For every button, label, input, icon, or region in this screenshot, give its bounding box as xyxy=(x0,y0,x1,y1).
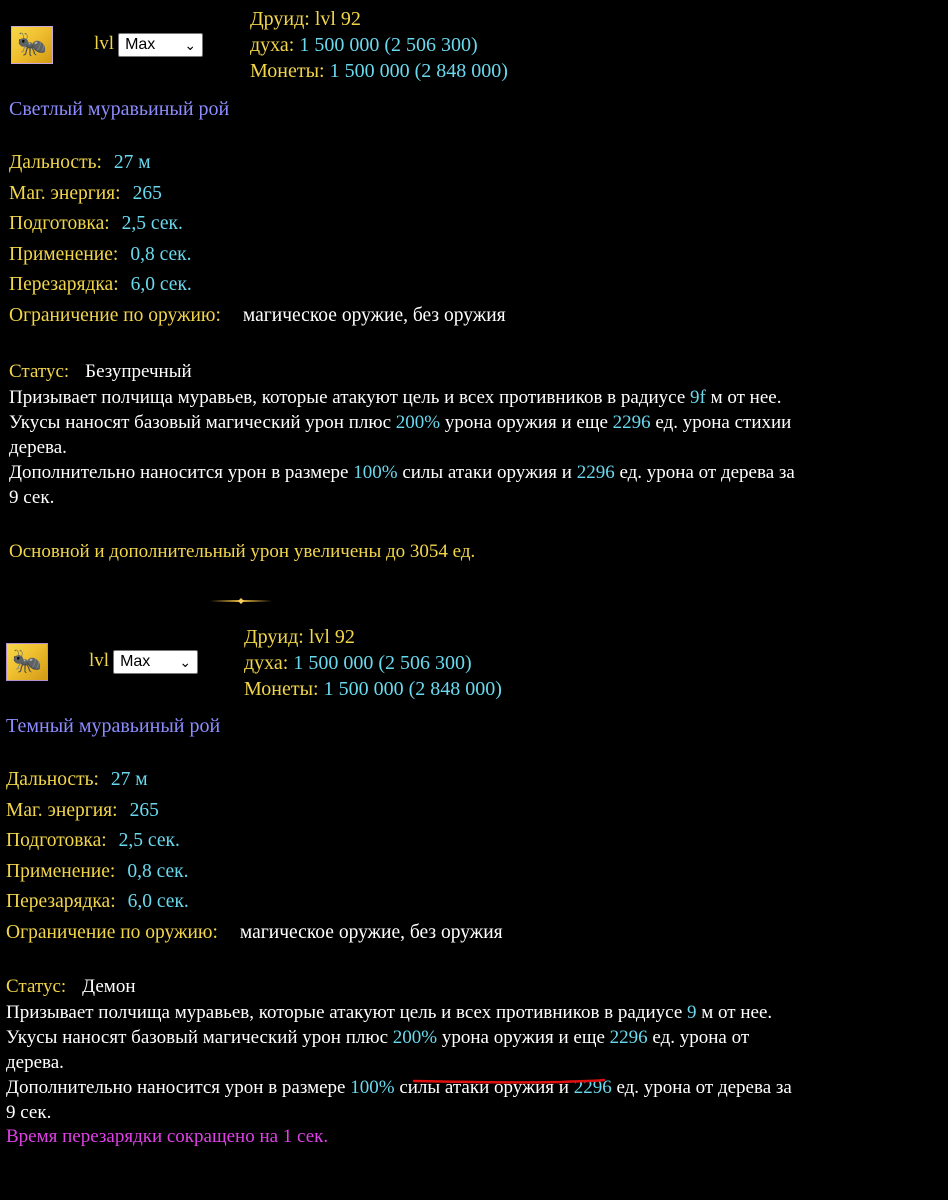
class-line: Друид: lvl 92 xyxy=(250,8,361,30)
desc-line: Призывает полчища муравьев, которые атакуют цель и всех противников в радиусе 9f м от нее. xyxy=(9,387,782,408)
stat-weapon: Ограничение по оружию: магическое оружие, без оружия xyxy=(9,304,506,326)
ant-swarm-icon: 🐜 xyxy=(11,26,53,64)
level-label: lvl xyxy=(94,33,115,55)
divider-ornament xyxy=(210,598,272,604)
desc-line: Укусы наносят базовый магический урон плюс 200% урона оружия и еще 2296 ед. урона стихии xyxy=(9,412,792,433)
desc-line: Призывает полчища муравьев, которые атакуют цель и всех противников в радиусе 9 м от нее. xyxy=(6,1002,773,1023)
level-select-value: Max xyxy=(125,36,156,53)
stat-cast: Подготовка: 2,5 сек. xyxy=(6,830,180,851)
desc-line: Дополнительно наносится урон в размере 100% силы атаки оружия и 2296 ед. урона от дерева за xyxy=(9,462,795,483)
stat-mana: Маг. энергия: 265 xyxy=(9,182,162,204)
skill-footer-note: Основной и дополнительный урон увеличены до 3054 ед. xyxy=(9,541,476,562)
cost-info xyxy=(244,624,502,702)
skill-status: Статус: Безупречный xyxy=(9,361,192,382)
desc-line: Дополнительно наносится урон в размере 100% силы атаки оружия и 2296 ед. урона от дерева за xyxy=(6,1077,792,1098)
desc-line: дерева. xyxy=(6,1052,64,1073)
desc-line: дерева. xyxy=(9,437,67,458)
skill-description xyxy=(6,1000,948,1125)
level-label: lvl xyxy=(89,650,110,672)
stat-mana: Маг. энергия: 265 xyxy=(6,799,159,821)
class-line: Друид: lvl 92 xyxy=(244,626,355,648)
level-control xyxy=(89,650,198,674)
level-select[interactable] xyxy=(113,650,198,674)
red-underline-annotation xyxy=(412,1076,608,1088)
ant-swarm-icon: 🐜 xyxy=(6,643,48,681)
coins-line: Монеты: 1 500 000 (2 848 000) xyxy=(250,60,508,82)
coins-line: Монеты: 1 500 000 (2 848 000) xyxy=(244,678,502,700)
stat-range: Дальность: 27 м xyxy=(9,152,151,173)
skill-description xyxy=(9,385,948,510)
stat-channel: Применение: 0,8 сек. xyxy=(9,243,192,265)
stat-weapon: Ограничение по оружию: магическое оружие, без оружия xyxy=(6,921,503,943)
desc-line: 9 сек. xyxy=(9,487,55,508)
chevron-down-icon: ⌄ xyxy=(184,37,197,53)
stat-cooldown: Перезарядка: 6,0 сек. xyxy=(6,891,189,912)
chevron-down-icon: ⌄ xyxy=(179,654,192,670)
skill-footer-note: Время перезарядки сокращено на 1 сек. xyxy=(6,1126,329,1147)
desc-line: 9 сек. xyxy=(6,1102,52,1123)
stat-cooldown: Перезарядка: 6,0 сек. xyxy=(9,274,192,295)
level-control xyxy=(94,33,203,57)
stat-cast: Подготовка: 2,5 сек. xyxy=(9,213,183,234)
level-select[interactable] xyxy=(118,33,203,57)
skill-stats xyxy=(6,765,503,948)
skill-name: Темный муравьиный рой xyxy=(6,715,221,737)
stat-channel: Применение: 0,8 сек. xyxy=(6,860,189,882)
skill-stats xyxy=(9,148,506,331)
level-select-value: Max xyxy=(120,653,151,670)
spirit-line: духа: 1 500 000 (2 506 300) xyxy=(250,34,478,56)
cost-info xyxy=(250,6,508,84)
skill-status: Статус: Демон xyxy=(6,976,136,997)
skill-name: Светлый муравьиный рой xyxy=(9,98,230,120)
desc-line: Укусы наносят базовый магический урон плюс 200% урона оружия и еще 2296 ед. урона от xyxy=(6,1027,750,1048)
stat-range: Дальность: 27 м xyxy=(6,769,148,790)
spirit-line: духа: 1 500 000 (2 506 300) xyxy=(244,652,472,674)
